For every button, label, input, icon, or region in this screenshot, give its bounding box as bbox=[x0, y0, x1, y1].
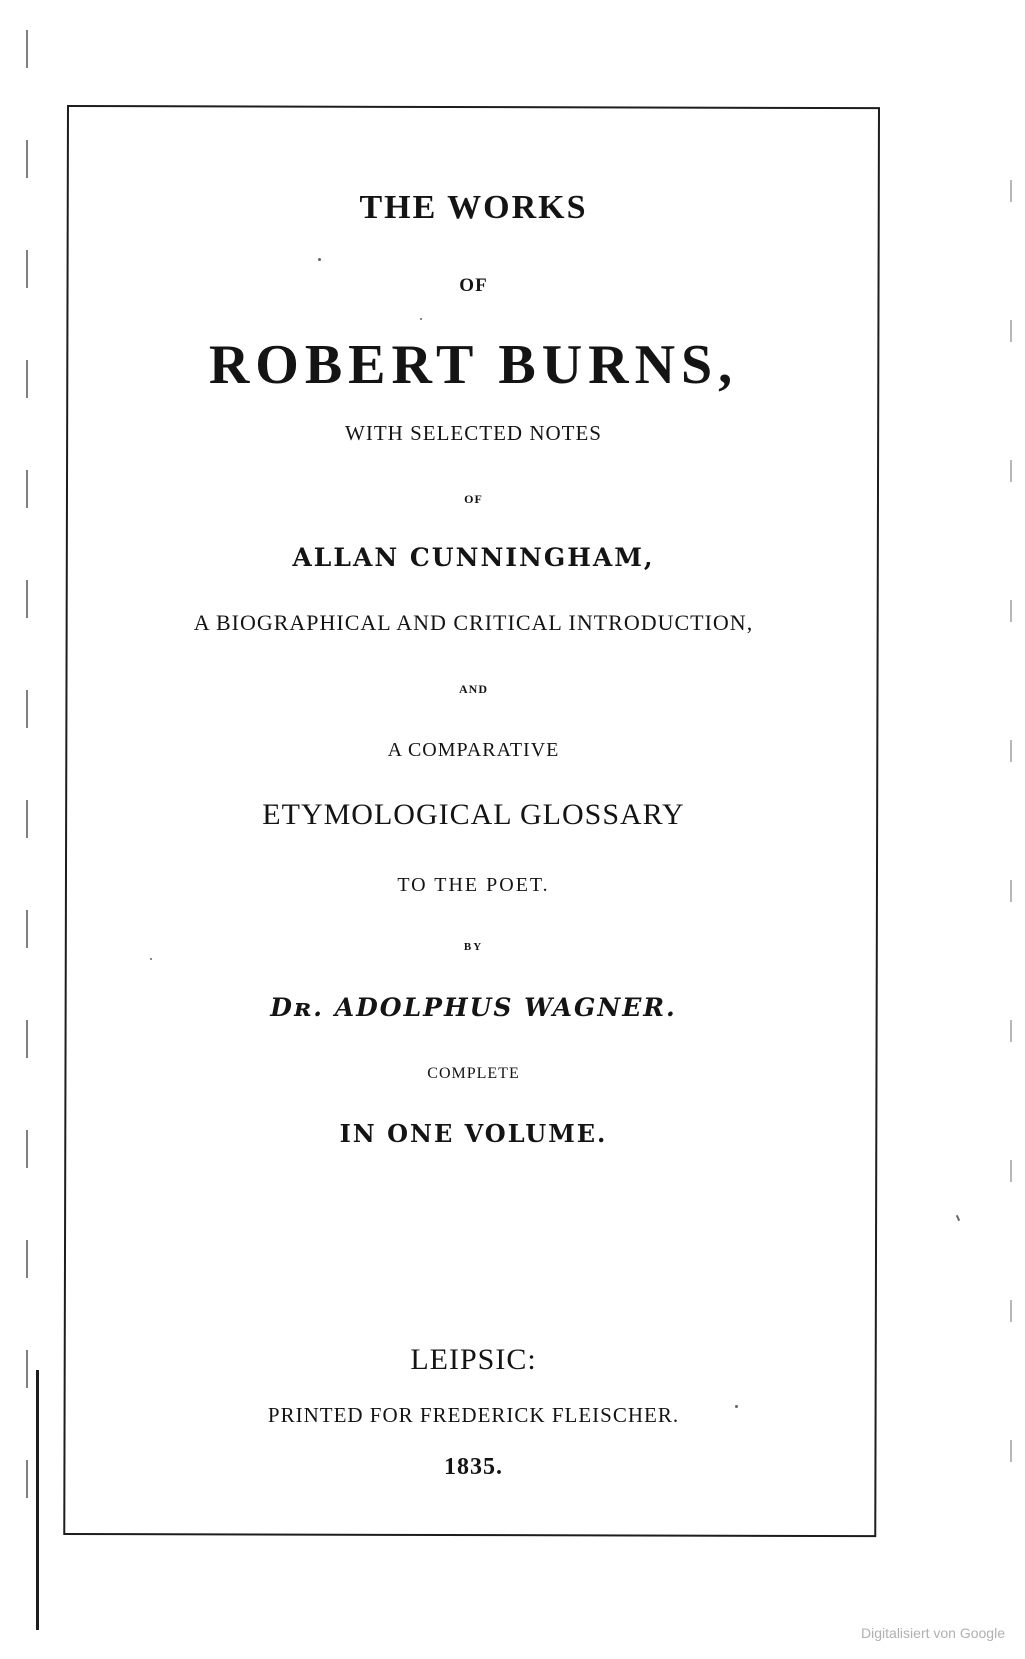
comparative-line: A COMPARATIVE bbox=[387, 739, 560, 761]
scan-speck bbox=[735, 1405, 738, 1408]
with-notes-line: WITH SELECTED NOTES bbox=[345, 421, 602, 445]
binding-edge bbox=[36, 1370, 39, 1630]
page-edge-shadow bbox=[1010, 180, 1012, 1580]
by-line: BY bbox=[463, 941, 484, 953]
of-line-1: OF bbox=[459, 275, 488, 296]
of-line-2: OF bbox=[464, 492, 483, 506]
imprint-printer: PRINTED FOR FREDERICK FLEISCHER. bbox=[267, 1403, 680, 1427]
digitization-watermark: Digitalisiert von Google bbox=[861, 1625, 1005, 1641]
binding-shadow bbox=[26, 30, 28, 1530]
scan-speck bbox=[318, 258, 321, 261]
editor-name: ALLAN CUNNINGHAM, bbox=[292, 543, 655, 572]
complete-line: COMPLETE bbox=[427, 1065, 520, 1082]
imprint-year: 1835. bbox=[444, 1454, 503, 1480]
scan-speck bbox=[150, 958, 152, 960]
glossary-line: ETYMOLOGICAL GLOSSARY bbox=[262, 798, 685, 831]
author-name: ROBERT BURNS, bbox=[208, 334, 739, 396]
scan-speck bbox=[420, 318, 422, 320]
introduction-line: A BIOGRAPHICAL AND CRITICAL INTRODUCTION, bbox=[193, 610, 754, 635]
book-title: THE WORKS bbox=[359, 189, 588, 226]
translator-name: Dʀ. ADOLPHUS WAGNER. bbox=[270, 993, 677, 1022]
and-line: AND bbox=[459, 682, 488, 696]
volume-line: IN ONE VOLUME. bbox=[339, 1119, 608, 1148]
imprint-place: LEIPSIC: bbox=[410, 1343, 537, 1376]
to-the-poet-line: TO THE POET. bbox=[397, 874, 550, 896]
scan-speck bbox=[956, 1215, 960, 1221]
